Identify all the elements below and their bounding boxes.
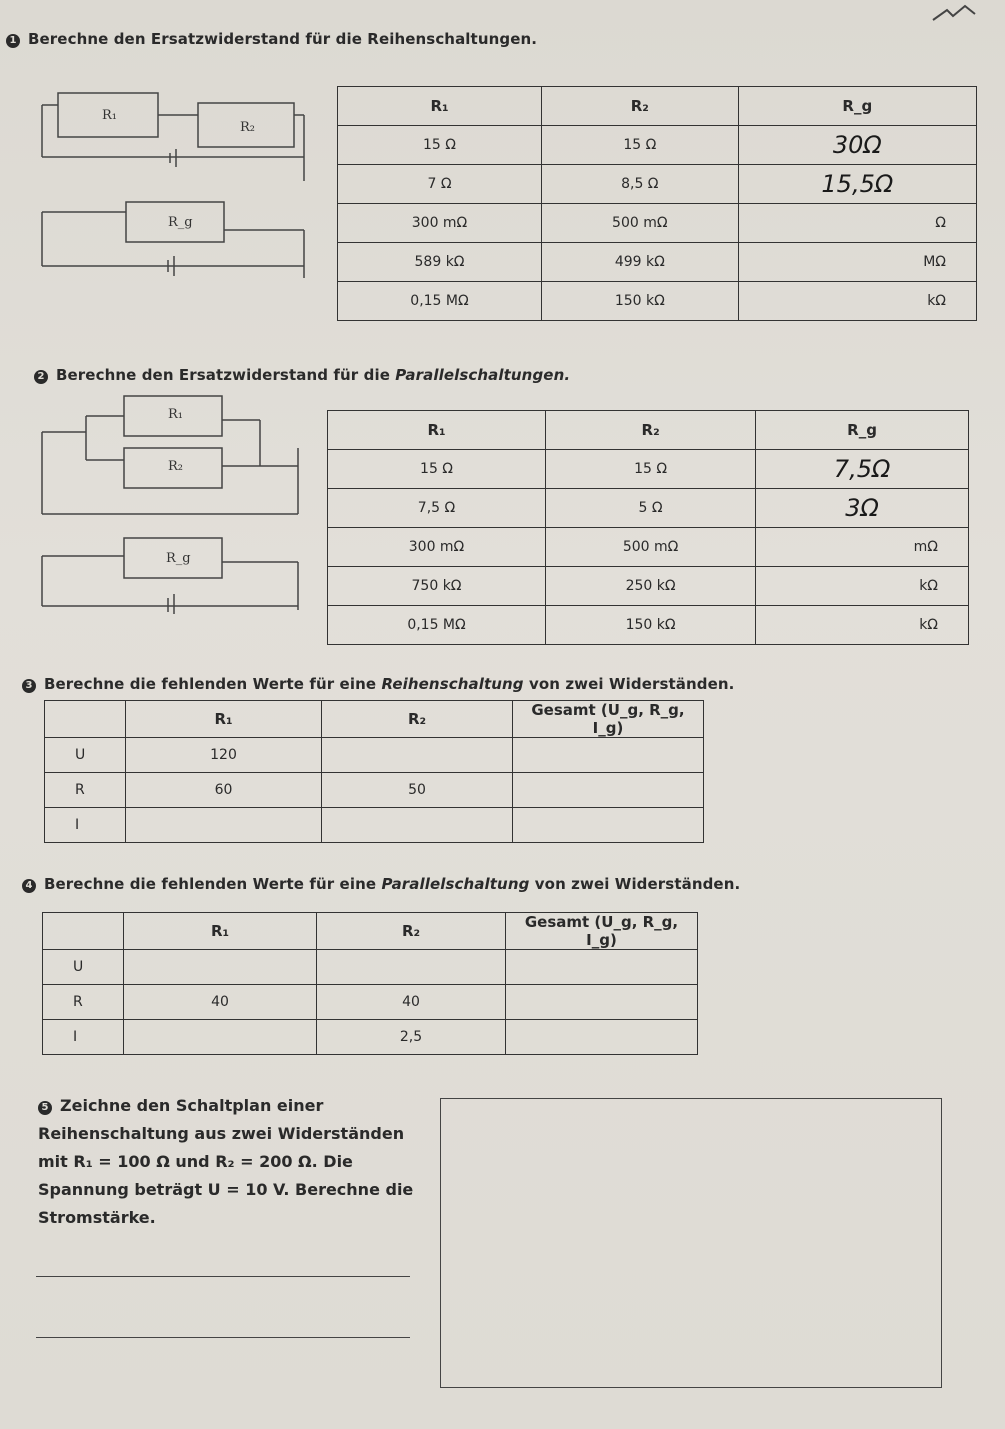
task2-answer-field[interactable]: mΩ	[756, 528, 969, 567]
table-row	[328, 606, 969, 645]
task4-table	[42, 912, 698, 1055]
table-row	[43, 950, 698, 985]
task2-number: 2	[34, 370, 48, 384]
task2-cell-r1: 300 mΩ	[328, 528, 546, 567]
task3-cell-r2[interactable]	[322, 738, 513, 773]
task1-table	[337, 86, 977, 321]
task2-circuit-equivalent	[40, 532, 310, 616]
task3-heading	[22, 675, 734, 693]
task2-answer-field[interactable]: 3Ω	[756, 489, 969, 528]
task4-cell-r2[interactable]	[317, 950, 506, 985]
task1-answer-field[interactable]: kΩ	[738, 282, 976, 321]
task2-answer-field[interactable]: 7,5Ω	[756, 450, 969, 489]
task2-text: Berechne den Ersatzwiderstand für die	[56, 366, 396, 384]
task4-cell-total[interactable]	[506, 950, 698, 985]
task4-header-total: Gesamt (U_g, R_g, I_g)	[506, 913, 698, 950]
table-row	[328, 450, 969, 489]
task4-cell-r2[interactable]: 2,5	[317, 1020, 506, 1055]
task1-circuit-series-r1-label: R₁	[102, 108, 117, 123]
task1-cell-r1: 300 mΩ	[338, 204, 542, 243]
task1-cell-r1: 7 Ω	[338, 165, 542, 204]
drawing-box[interactable]	[440, 1098, 942, 1388]
task2-cell-r1: 7,5 Ω	[328, 489, 546, 528]
task1-cell-r1: 15 Ω	[338, 126, 542, 165]
task4-heading	[22, 875, 740, 893]
task1-heading	[6, 30, 537, 48]
task1-circuit-series-r2-label: R₂	[240, 120, 255, 135]
task4-cell-total[interactable]	[506, 1020, 698, 1055]
task4-row-label: U	[43, 950, 124, 985]
task2-cell-r1: 15 Ω	[328, 450, 546, 489]
task1-answer-field[interactable]: 30Ω	[738, 126, 976, 165]
task2-heading	[34, 366, 570, 384]
task3-cell-total[interactable]	[513, 808, 704, 843]
task3-text: Berechne die fehlenden Werte für eine	[44, 675, 382, 693]
task1-header-rg: R_g	[738, 87, 976, 126]
table-row	[45, 773, 704, 808]
table-row	[338, 282, 977, 321]
task1-cell-r2: 150 kΩ	[542, 282, 739, 321]
task4-cell-r1[interactable]	[124, 950, 317, 985]
task2-cell-r2: 5 Ω	[546, 489, 756, 528]
task1-answer-field[interactable]: MΩ	[738, 243, 976, 282]
task1-cell-r1: 589 kΩ	[338, 243, 542, 282]
task2-header-r1: R₁	[328, 411, 546, 450]
task3-number: 3	[22, 679, 36, 693]
task3-row-label: U	[45, 738, 126, 773]
task3-row-label: R	[45, 773, 126, 808]
task1-cell-r1: 0,15 MΩ	[338, 282, 542, 321]
task3-header-total: Gesamt (U_g, R_g, I_g)	[513, 701, 704, 738]
task4-cell-r1[interactable]	[124, 1020, 317, 1055]
task1-header-r1: R₁	[338, 87, 542, 126]
task4-cell-r1[interactable]: 40	[124, 985, 317, 1020]
task2-cell-r2: 250 kΩ	[546, 567, 756, 606]
task3-cell-r2[interactable]	[322, 808, 513, 843]
task4-header-r1: R₁	[124, 913, 317, 950]
table-row	[338, 243, 977, 282]
answer-line[interactable]	[36, 1276, 410, 1277]
task1-cell-r2: 499 kΩ	[542, 243, 739, 282]
table-row	[338, 126, 977, 165]
task2-answer-field[interactable]: kΩ	[756, 567, 969, 606]
task4-cell-total[interactable]	[506, 985, 698, 1020]
table-row	[328, 567, 969, 606]
task1-answer-field[interactable]: 15,5Ω	[738, 165, 976, 204]
task4-header-r2: R₂	[317, 913, 506, 950]
task1-circuit-equivalent	[40, 196, 320, 286]
table-row	[328, 489, 969, 528]
task4-header-blank	[43, 913, 124, 950]
task4-text-italic: Parallelschaltung	[381, 875, 530, 893]
task2-header-rg: R_g	[756, 411, 969, 450]
task3-text-italic: Reihenschaltung	[381, 675, 524, 693]
task1-circuit-series	[40, 85, 320, 195]
task2-circuit-r1-label: R₁	[168, 407, 183, 422]
task2-circuit-parallel	[40, 392, 310, 522]
task2-header-r2: R₂	[546, 411, 756, 450]
task3-header-r2: R₂	[322, 701, 513, 738]
task2-circuit-equivalent-label: R_g	[166, 551, 191, 566]
task5-text-block	[38, 1092, 418, 1232]
task5-number: 5	[38, 1101, 52, 1115]
corner-scribble	[925, 2, 985, 32]
task5-text: Zeichne den Schaltplan einer Reihenschaltung aus zwei Widerständen mit R₁ = 100 Ω und R₂ = 200 Ω. Die Spannung beträgt U = 10 V. Berechne die Stromstärke.	[38, 1096, 414, 1227]
task1-cell-r2: 8,5 Ω	[542, 165, 739, 204]
task4-row-label: R	[43, 985, 124, 1020]
task4-cell-r2[interactable]: 40	[317, 985, 506, 1020]
table-row	[43, 1020, 698, 1055]
table-row	[45, 738, 704, 773]
task3-cell-r1[interactable]	[126, 808, 322, 843]
table-row	[338, 165, 977, 204]
task4-text-end: von zwei Widerständen.	[529, 875, 741, 893]
task4-number: 4	[22, 879, 36, 893]
task4-row-label: I	[43, 1020, 124, 1055]
task3-cell-r2[interactable]: 50	[322, 773, 513, 808]
task2-cell-r2: 150 kΩ	[546, 606, 756, 645]
task1-text: Berechne den Ersatzwiderstand für die Reihenschaltungen.	[28, 30, 538, 48]
task3-cell-r1[interactable]: 60	[126, 773, 322, 808]
task1-number: 1	[6, 34, 20, 48]
table-row	[328, 528, 969, 567]
task1-circuit-equivalent-label: R_g	[168, 215, 193, 230]
task2-circuit-r2-label: R₂	[168, 459, 183, 474]
task3-cell-total[interactable]	[513, 773, 704, 808]
answer-line[interactable]	[36, 1337, 410, 1338]
task3-table	[44, 700, 704, 843]
task2-answer-field[interactable]: kΩ	[756, 606, 969, 645]
table-row	[45, 808, 704, 843]
task4-text: Berechne die fehlenden Werte für eine	[44, 875, 382, 893]
task3-cell-r1[interactable]: 120	[126, 738, 322, 773]
task3-cell-total[interactable]	[513, 738, 704, 773]
task2-cell-r1: 750 kΩ	[328, 567, 546, 606]
task3-header-blank	[45, 701, 126, 738]
task3-row-label: I	[45, 808, 126, 843]
task1-header-r2: R₂	[542, 87, 739, 126]
task2-table	[327, 410, 969, 645]
table-row	[338, 204, 977, 243]
task2-text-italic: Parallelschaltungen.	[395, 366, 571, 384]
table-row	[43, 985, 698, 1020]
task1-answer-field[interactable]: Ω	[738, 204, 976, 243]
task2-cell-r2: 15 Ω	[546, 450, 756, 489]
task1-cell-r2: 15 Ω	[542, 126, 739, 165]
task3-text-end: von zwei Widerständen.	[523, 675, 735, 693]
task3-header-r1: R₁	[126, 701, 322, 738]
task2-cell-r2: 500 mΩ	[546, 528, 756, 567]
task1-cell-r2: 500 mΩ	[542, 204, 739, 243]
task2-cell-r1: 0,15 MΩ	[328, 606, 546, 645]
